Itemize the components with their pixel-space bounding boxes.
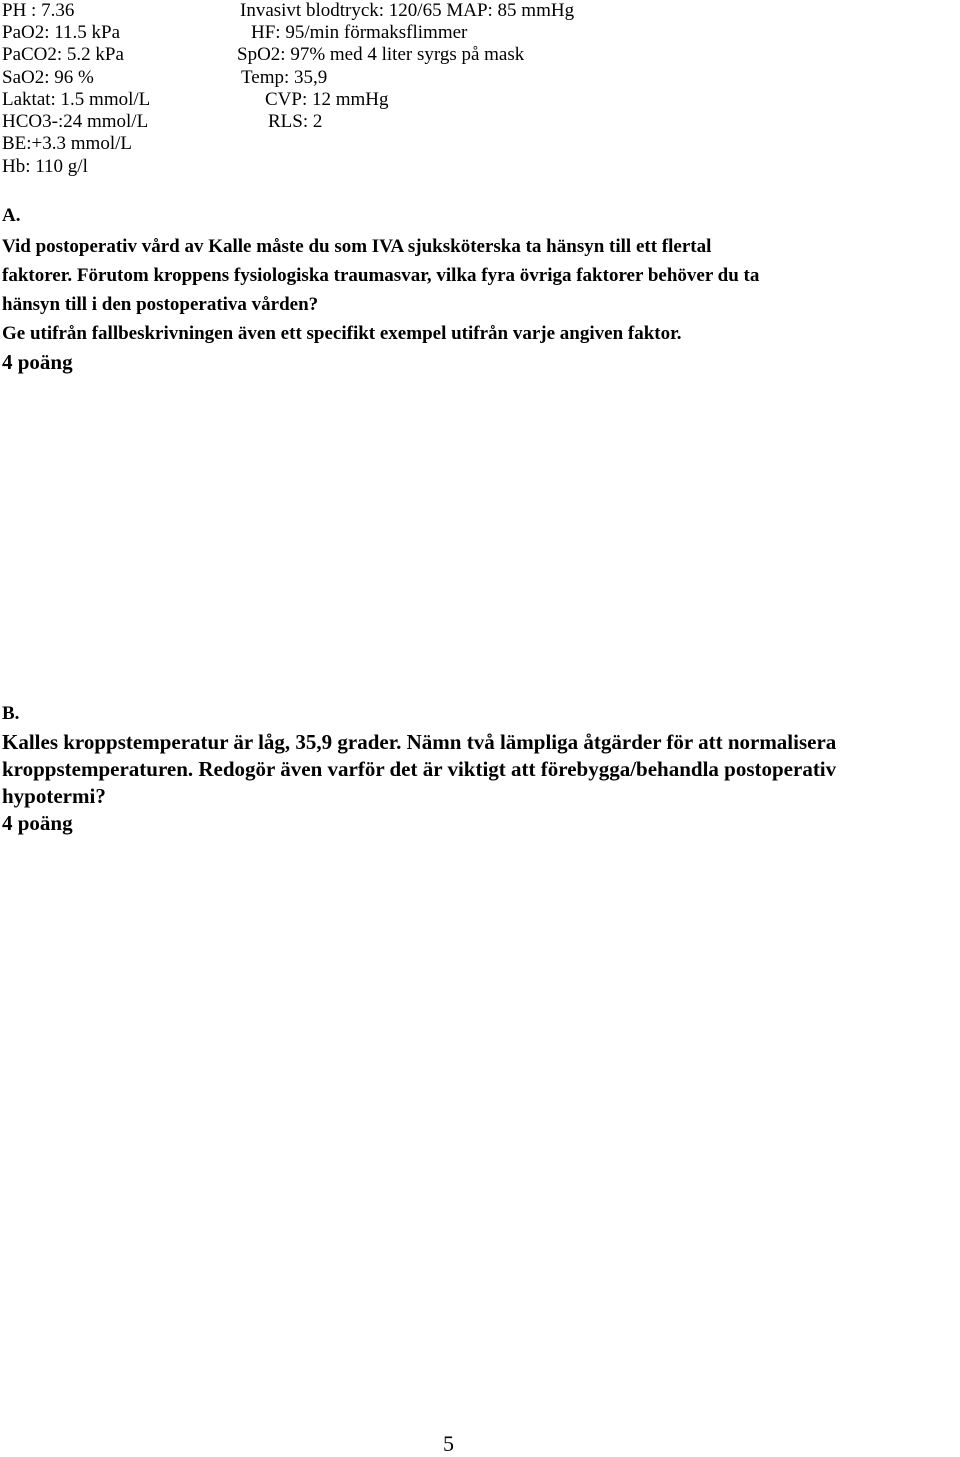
lab-value-hco3: HCO3-:24 mmol/L — [2, 111, 149, 132]
question-b-line: kroppstemperaturen. Redogör även varför det är viktigt att förebygga/behandla postoperativ — [2, 757, 837, 781]
question-a-line: Ge utifrån fallbeskrivningen även ett specifikt exempel utifrån varje angiven faktor. — [2, 323, 682, 344]
lab-value-pao2: PaO2: 11.5 kPa — [2, 22, 121, 43]
question-a-line: hänsyn till i den postoperativa vården? — [2, 294, 319, 315]
lab-value-blood-pressure: Invasivt blodtryck: 120/65 MAP: 85 mmHg — [240, 0, 575, 21]
question-b-line: hypotermi? — [2, 784, 106, 808]
question-a-line: faktorer. Förutom kroppens fysiologiska traumasvar, vilka fyra övriga faktorer behöver du ta — [2, 265, 760, 286]
question-b-points: 4 poäng — [2, 811, 73, 835]
lab-value-cvp: CVP: 12 mmHg — [265, 89, 389, 110]
lab-value-spo2: SpO2: 97% med 4 liter syrgs på mask — [237, 44, 525, 65]
lab-value-sao2: SaO2: 96 % — [2, 67, 94, 88]
lab-value-temperature: Temp: 35,9 — [241, 67, 328, 88]
lab-value-rls: RLS: 2 — [268, 111, 323, 132]
lab-value-ph: PH : 7.36 — [2, 0, 75, 21]
question-a-line: Vid postoperativ vård av Kalle måste du som IVA sjuksköterska ta hänsyn till ett flertal — [2, 236, 712, 257]
lab-value-hb: Hb: 110 g/l — [2, 156, 88, 177]
lab-value-laktat: Laktat: 1.5 mmol/L — [2, 89, 151, 110]
question-a-points: 4 poäng — [2, 350, 73, 374]
lab-value-paco2: PaCO2: 5.2 kPa — [2, 44, 124, 65]
lab-value-heart-rate: HF: 95/min förmaksflimmer — [251, 22, 468, 43]
lab-value-be: BE:+3.3 mmol/L — [2, 133, 132, 154]
question-b — [2, 703, 19, 725]
question-b-line: Kalles kroppstemperatur är låg, 35,9 grader. Nämn två lämpliga åtgärder för att normalisera — [2, 730, 837, 754]
question-b-text — [2, 729, 836, 837]
question-a-letter: A. — [2, 205, 21, 226]
question-a — [2, 205, 20, 227]
question-a-text — [2, 232, 759, 377]
question-b-letter: B. — [2, 703, 20, 724]
page-number: 5 — [443, 1431, 454, 1456]
